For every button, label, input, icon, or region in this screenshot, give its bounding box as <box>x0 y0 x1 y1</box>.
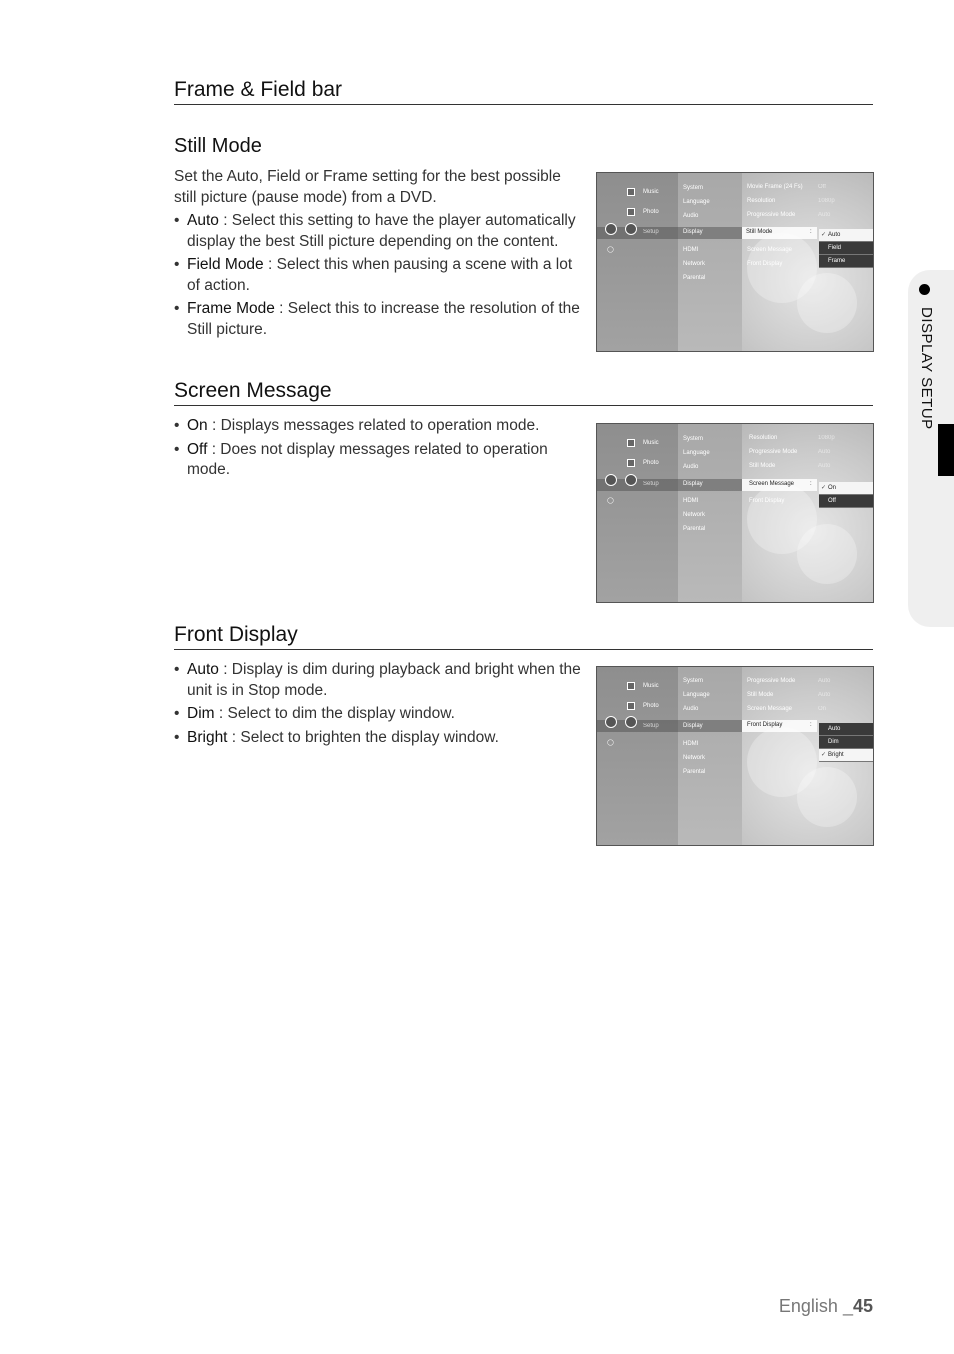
list-item: • Auto : Select this setting to have the player automatically display the best Still picture depending on the content. <box>174 211 586 252</box>
music-icon <box>627 188 635 196</box>
option-field[interactable]: Field <box>819 242 873 255</box>
option-auto[interactable]: Auto <box>819 723 873 736</box>
disc-icon <box>605 716 617 728</box>
globe-icon: ◯ <box>607 740 614 746</box>
list-item: • Field Mode : Select this when pausing a scene with a lot of action. <box>174 255 586 296</box>
option-bright[interactable]: ✓ Bright <box>819 749 873 762</box>
screen-message-options <box>819 482 873 508</box>
screen-message-list <box>174 416 586 484</box>
page-footer: English _45 <box>778 1296 873 1316</box>
list-item: • Dim : Select to dim the display window. <box>174 704 586 725</box>
option-dim[interactable]: Dim <box>819 736 873 749</box>
still-mode-options <box>819 229 873 268</box>
globe-icon: ◯ <box>607 247 614 253</box>
list-item: • On : Displays messages related to operation mode. <box>174 416 586 437</box>
disc-icon <box>605 223 617 235</box>
gear-icon <box>625 474 637 486</box>
still-mode-title: Still Mode <box>174 135 262 157</box>
still-mode-list <box>174 211 586 343</box>
still-mode-menu-screenshot: Still Mode : Music Photo Setup ◯ System Language Audio Display HDMI Network Parental Movie Frame (24 Fs) Off Resolution 1080p Progressive Mode Auto Screen Message Front Display ✓ Auto Field Frame <box>596 172 874 352</box>
photo-icon <box>627 208 635 216</box>
option-frame[interactable]: Frame <box>819 255 873 268</box>
globe-icon: ◯ <box>607 498 614 504</box>
photo-icon <box>627 459 635 467</box>
chapter-label: DISPLAY SETUP <box>918 307 935 430</box>
option-on[interactable]: ✓ On <box>819 482 873 495</box>
bullet-dot-icon <box>919 284 930 295</box>
gear-icon <box>625 716 637 728</box>
list-item: • Off : Does not display messages related to operation mode. <box>174 440 586 481</box>
music-icon <box>627 439 635 447</box>
list-item: • Frame Mode : Select this to increase the resolution of the Still picture. <box>174 299 586 340</box>
page-number: 45 <box>852 1296 873 1316</box>
list-item: • Auto : Display is dim during playback and bright when the unit is in Stop mode. <box>174 660 586 701</box>
music-icon <box>627 682 635 690</box>
front-display-list <box>174 660 586 751</box>
chapter-marker <box>938 424 954 476</box>
front-display-title: Front Display <box>174 623 873 650</box>
option-auto[interactable]: ✓ Auto <box>819 229 873 242</box>
section-heading: Frame & Field bar <box>174 78 873 105</box>
front-display-options <box>819 723 873 762</box>
disc-icon <box>605 474 617 486</box>
list-item: • Bright : Select to brighten the display window. <box>174 728 586 749</box>
gear-icon <box>625 223 637 235</box>
screen-message-title: Screen Message <box>174 379 873 406</box>
front-display-menu-screenshot: Front Display : Music Photo Setup ◯ System Language Audio Display HDMI Network Parental Progressive Mode Auto Still Mode Auto Screen Message On Auto Dim ✓ Bright <box>596 666 874 846</box>
screen-message-menu-screenshot: Screen Message : Music Photo Setup ◯ System Language Audio Display HDMI Network Parental Resolution 1080p Progressive Mode Auto Still Mode Auto Front Display ✓ On Off <box>596 423 874 603</box>
still-mode-intro: Set the Auto, Field or Frame setting for the best possible still picture (pause mode) from a DVD. <box>174 168 561 206</box>
photo-icon <box>627 702 635 710</box>
option-off[interactable]: Off <box>819 495 873 508</box>
